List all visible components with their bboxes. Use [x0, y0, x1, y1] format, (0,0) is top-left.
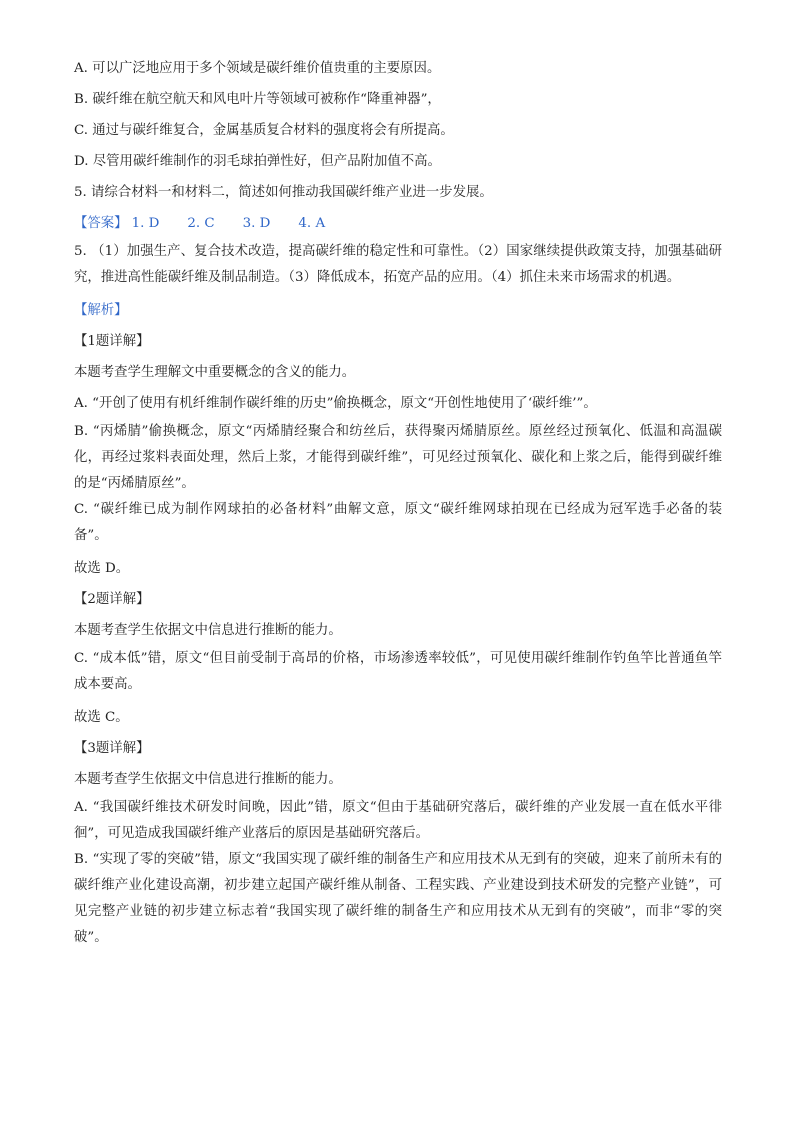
answer-item-4: 4. A [298, 216, 326, 231]
document-page [74, 58, 722, 951]
analysis-label: 【解析】 [74, 303, 128, 318]
answer-item-2: 2. C [187, 216, 215, 231]
detail-1-a: A. “开创了使用有机纤维制作碳纤维的历史”偷换概念，原文“开创性地使用了‘碳纤维’”。 [74, 396, 597, 411]
detail-3-intro: 本题考查学生依据文中信息进行推断的能力。 [74, 772, 342, 787]
answer-label: 【答案】 [74, 216, 128, 231]
detail-3-b: B. “实现了零的突破”错，原文“我国实现了碳纤维的制备生产和应用技术从无到有的突破，迎来了前所未有的碳纤维产业化建设高潮，初步建立起国产碳纤维从制备、工程实践、产业建设到技术研发的完整产业链”，可见完整产业链的初步建立标志着“我国实现了碳纤维的制备生产和应用技术从无到有的突破”，而非“零的突破”。 [74, 852, 722, 945]
detail-1-intro: 本题考查学生理解文中重要概念的含义的能力。 [74, 365, 356, 380]
detail-2-heading: 【2题详解】 [74, 592, 150, 607]
detail-2-c: C. “成本低”错，原文“但目前受制于高昂的价格，市场渗透率较低”，可见使用碳纤维制作钓鱼竿比普通鱼竿成本要高。 [74, 651, 722, 692]
question-5: 5. 请综合材料一和材料二，简述如何推动我国碳纤维产业进一步发展。 [74, 185, 493, 200]
detail-3-heading: 【3题详解】 [74, 741, 150, 756]
detail-1-heading: 【1题详解】 [74, 334, 150, 349]
detail-3-a: A. “我国碳纤维技术研发时间晚，因此”错，原文“但由于基础研究落后，碳纤维的产业发展一直在低水平徘徊”，可见造成我国碳纤维产业落后的原因是基础研究落后。 [74, 800, 722, 841]
answer-item-3: 3. D [242, 216, 271, 231]
detail-1-c: C. “碳纤维已成为制作网球拍的必备材料”曲解文意，原文“碳纤维网球拍现在已经成为冠军选手必备的装备”。 [74, 502, 722, 543]
option-d: D. 尽管用碳纤维制作的羽毛球拍弹性好，但产品附加值不高。 [74, 154, 441, 169]
detail-2-conclusion: 故选 C。 [74, 710, 129, 725]
option-b: B. 碳纤维在航空航天和风电叶片等领域可被称作“降重神器”， [74, 92, 441, 107]
detail-1-conclusion: 故选 D。 [74, 561, 130, 576]
option-c: C. 通过与碳纤维复合，金属基质复合材料的强度将会有所提高。 [74, 123, 454, 138]
option-a: A. 可以广泛地应用于多个领域是碳纤维价值贵重的主要原因。 [74, 61, 441, 76]
answer-q5: 5. （1）加强生产、复合技术改造，提高碳纤维的稳定性和可靠性。（2）国家继续提供政策支持，加强基础研究，推进高性能碳纤维及制品制造。（3）降低成本，拓宽产品的应用。（4）抓住未来市场需求的机遇。 [74, 244, 722, 285]
answer-line [74, 213, 722, 235]
answer-item-1: 1. D [131, 216, 160, 231]
detail-1-b: B. “丙烯腈”偷换概念，原文“丙烯腈经聚合和纺丝后，获得聚丙烯腈原丝。原丝经过预氧化、低温和高温碳化，再经过浆料表面处理，然后上浆，才能得到碳纤维”，可见经过预氧化、碳化和上浆之后，能得到碳纤维的是“丙烯腈原丝”。 [74, 424, 722, 491]
detail-2-intro: 本题考查学生依据文中信息进行推断的能力。 [74, 623, 342, 638]
